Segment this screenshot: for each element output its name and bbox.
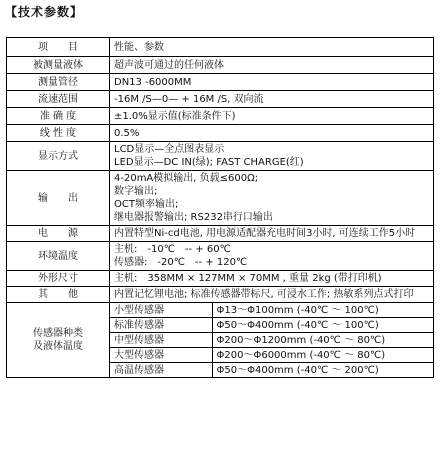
row-label: 其 他 — [7, 287, 110, 303]
table-row — [7, 271, 434, 287]
header-item: 项 目 — [7, 38, 110, 57]
table-row — [7, 108, 434, 125]
table-row — [7, 57, 434, 74]
sensor-name: 高温传感器 — [110, 363, 212, 378]
sensor-item — [110, 348, 433, 363]
header-spec: 性能、参数 — [110, 38, 434, 57]
row-label: 被测量液体 — [7, 57, 110, 74]
sensor-name: 大型传感器 — [110, 348, 212, 363]
sensor-row — [7, 303, 434, 378]
spec-table — [6, 37, 434, 378]
sensor-name: 中型传感器 — [110, 333, 212, 348]
table-row — [7, 171, 434, 226]
table-row — [7, 287, 434, 303]
section-title: 【技术参数】 — [5, 5, 84, 19]
table-row — [7, 226, 434, 242]
row-value: DN13 -6000MM — [110, 74, 434, 91]
row-label: 输 出 — [7, 171, 110, 226]
row-value: -16M /S—0— + 16M /S, 双向流 — [110, 91, 434, 108]
sensor-label: 传感器种类 及液体温度 — [7, 303, 110, 378]
table-row — [7, 125, 434, 142]
sensor-item — [110, 318, 433, 333]
sensor-item — [110, 303, 433, 318]
row-value: 主机: -10℃ -- + 60℃ 传感器: -20℃ -- + 120℃ — [110, 242, 434, 271]
row-value: 主机: 358MM × 127MM × 70MM , 重量 2kg (带打印机) — [110, 271, 434, 287]
row-value: 4-20mA模拟输出, 负载≤600Ω; 数字输出; OCT频率输出; 继电器报警输出; RS232串行口输出 — [110, 171, 434, 226]
sensor-name: 小型传感器 — [110, 303, 212, 318]
sensor-list — [110, 303, 434, 378]
row-value: 内置特型Ni-cd电池, 用电源适配器充电时间3小时, 可连续工作5小时 — [110, 226, 434, 242]
sensor-spec: Φ200～Φ6000mm (-40℃ ～ 80℃) — [212, 348, 433, 363]
row-label: 线 性 度 — [7, 125, 110, 142]
table-row — [7, 242, 434, 271]
row-label: 准 确 度 — [7, 108, 110, 125]
row-value: LCD显示—全点图表显示 LED显示—DC IN(绿); FAST CHARGE(红) — [110, 142, 434, 171]
sensor-spec: Φ13～Φ100mm (-40℃ ～ 100℃) — [212, 303, 433, 318]
row-label: 外形尺寸 — [7, 271, 110, 287]
row-label: 测量管径 — [7, 74, 110, 91]
row-value: 0.5% — [110, 125, 434, 142]
sensor-spec: Φ50～Φ400mm (-40℃ ～ 200℃) — [216, 364, 379, 376]
sensor-spec: Φ50～Φ400mm (-40℃ ～ 100℃) — [212, 318, 433, 333]
table-row — [7, 74, 434, 91]
sensor-item — [110, 333, 433, 348]
row-value: 内置记忆锂电池; 标准传感器带标尺, 可浸水工作; 热敏系列点式打印 — [110, 287, 434, 303]
row-label: 显示方式 — [7, 142, 110, 171]
table-row — [7, 142, 434, 171]
row-label: 环境温度 — [7, 242, 110, 271]
table-header-row — [7, 38, 434, 57]
row-value: 超声波可通过的任何液体 — [110, 57, 434, 74]
sensor-name: 标准传感器 — [110, 318, 212, 333]
row-label: 电 源 — [7, 226, 110, 242]
row-label: 流速范围 — [7, 91, 110, 108]
row-value: ±1.0%显示值(标准条件下) — [110, 108, 434, 125]
table-row — [7, 91, 434, 108]
sensor-spec: Φ200～Φ1200mm (-40℃ ～ 80℃) — [212, 333, 433, 348]
sensor-item — [110, 363, 433, 378]
